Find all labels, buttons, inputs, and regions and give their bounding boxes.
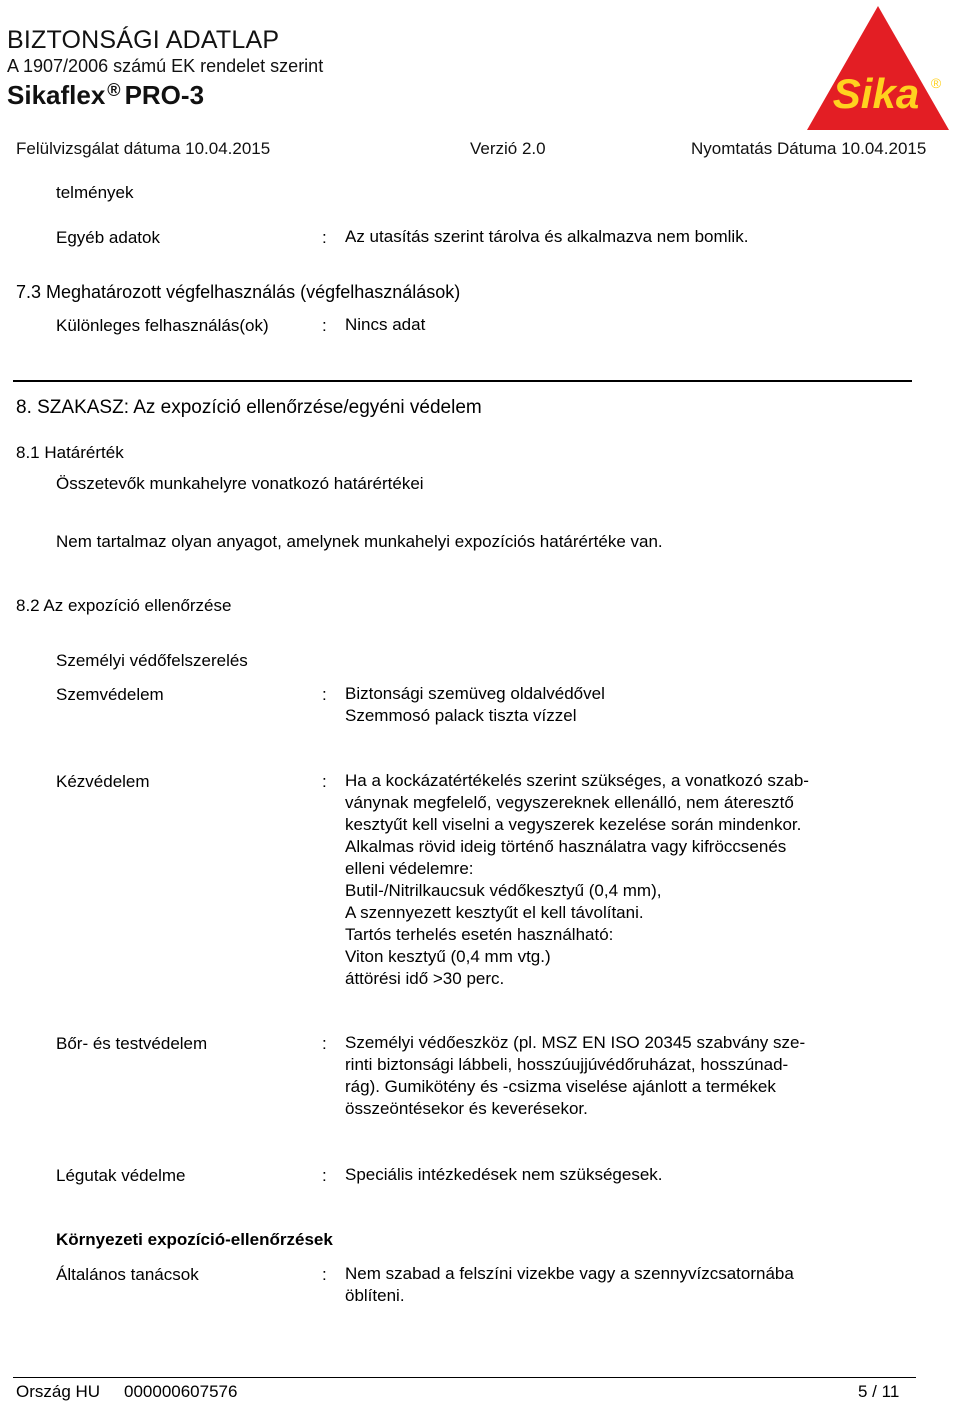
hand-line: ványnak megfelelő, vegyszereknek ellenálló, nem áteresztő <box>345 793 794 812</box>
regulation-line: A 1907/2006 számú EK rendelet szerint <box>7 56 324 76</box>
respiratory-value: Speciális intézkedések nem szükségesek. <box>345 1165 663 1184</box>
colon: : <box>322 1034 327 1053</box>
document-header <box>0 0 960 160</box>
hand-line: elleni védelemre: <box>345 859 474 878</box>
section-8-title: 8. SZAKASZ: Az expozíció ellenőrzése/egyéni védelem <box>16 397 482 418</box>
respiratory-label: Légutak védelme <box>56 1166 186 1185</box>
footer-divider <box>13 1377 916 1378</box>
eye-line: Biztonsági szemüveg oldalvédővel <box>345 684 605 703</box>
section-7-3-title: 7.3 Meghatározott végfelhasználás (végfelhasználások) <box>16 282 461 302</box>
general-line: Nem szabad a felszíni vizekbe vagy a szennyvízcsatornába <box>345 1264 794 1283</box>
registered-mark: ® <box>107 80 121 100</box>
version: Verzió 2.0 <box>470 139 546 158</box>
skin-line: rinti biztonsági lábbeli, hosszúujjúvédőruházat, hosszúnad- <box>345 1055 789 1074</box>
colon: : <box>322 228 327 247</box>
limits-text: Nem tartalmaz olyan anyagot, amelynek munkahelyi expozíciós határértéke van. <box>56 532 663 551</box>
hand-line: Ha a kockázatértékelés szerint szükséges, a vonatkozó szab- <box>345 771 809 790</box>
special-use-value: Nincs adat <box>345 315 426 334</box>
hand-line: Tartós terhelés esetén használható: <box>345 925 614 944</box>
other-data-label: Egyéb adatok <box>56 228 160 247</box>
eye-line: Szemmosó palack tiszta vízzel <box>345 706 577 725</box>
other-data-value: Az utasítás szerint tárolva és alkalmazva nem bomlik. <box>345 227 749 246</box>
hand-line: áttörési idő >30 perc. <box>345 969 505 988</box>
hand-line: Viton kesztyű (0,4 mm vtg.) <box>345 947 551 966</box>
special-use-label: Különleges felhasználás(ok) <box>56 316 269 335</box>
eye-protection-label: Szemvédelem <box>56 685 164 704</box>
hand-protection-label: Kézvédelem <box>56 772 150 791</box>
general-advice-value <box>345 1263 794 1307</box>
hand-line: Alkalmas rövid ideig történő használatra vagy kifröccsenés <box>345 837 787 856</box>
footer-page: 5 / 11 <box>858 1382 900 1401</box>
colon: : <box>322 685 327 704</box>
ppe-heading: Személyi védőfelszerelés <box>56 651 248 670</box>
logo-registered-mark: ® <box>930 75 942 91</box>
env-heading: Környezeti expozíció-ellenőrzések <box>56 1230 333 1249</box>
print-date: Nyomtatás Dátuma 10.04.2015 <box>691 139 927 158</box>
eye-protection-value <box>345 683 605 727</box>
hand-line: kesztyűt kell viselni a vegyszerek kezelése során mindenkor. <box>345 815 802 834</box>
subsection-8-2: 8.2 Az expozíció ellenőrzése <box>16 596 232 615</box>
product-suffix: PRO-3 <box>124 80 205 110</box>
continuation-text: telmények <box>56 183 134 202</box>
general-advice-label: Általános tanácsok <box>56 1265 199 1284</box>
colon: : <box>322 1265 327 1284</box>
hand-line: Butil-/Nitrilkaucsuk védőkesztyű (0,4 mm), <box>345 881 662 900</box>
footer-country: Ország HU <box>16 1382 101 1401</box>
sika-logo <box>804 4 952 130</box>
revision-date: Felülvizsgálat dátuma 10.04.2015 <box>16 139 271 158</box>
document-title: BIZTONSÁGI ADATLAP <box>7 26 280 54</box>
limits-heading: Összetevők munkahelyre vonatkozó határértékei <box>56 474 424 493</box>
colon: : <box>322 772 327 791</box>
section-divider <box>13 380 912 382</box>
skin-protection-value <box>345 1032 805 1120</box>
product-name <box>7 80 204 111</box>
general-line: öblíteni. <box>345 1286 405 1305</box>
skin-line: összeöntésekor és keverésekor. <box>345 1099 588 1118</box>
logo-text: Sika <box>832 70 920 117</box>
colon: : <box>322 1166 327 1185</box>
skin-line: Személyi védőeszköz (pl. MSZ EN ISO 20345 szabvány sze- <box>345 1033 806 1052</box>
footer-doc-number: 000000607576 <box>124 1382 238 1401</box>
skin-protection-label: Bőr- és testvédelem <box>56 1034 208 1053</box>
colon: : <box>322 316 327 335</box>
product-name-text: Sikaflex <box>7 80 106 110</box>
skin-line: rág). Gumikötény és -csizma viselése ajánlott a termékek <box>345 1077 776 1096</box>
hand-line: A szennyezett kesztyűt el kell távolítani. <box>345 903 644 922</box>
subsection-8-1: 8.1 Határérték <box>16 443 124 462</box>
hand-protection-value <box>345 770 809 990</box>
